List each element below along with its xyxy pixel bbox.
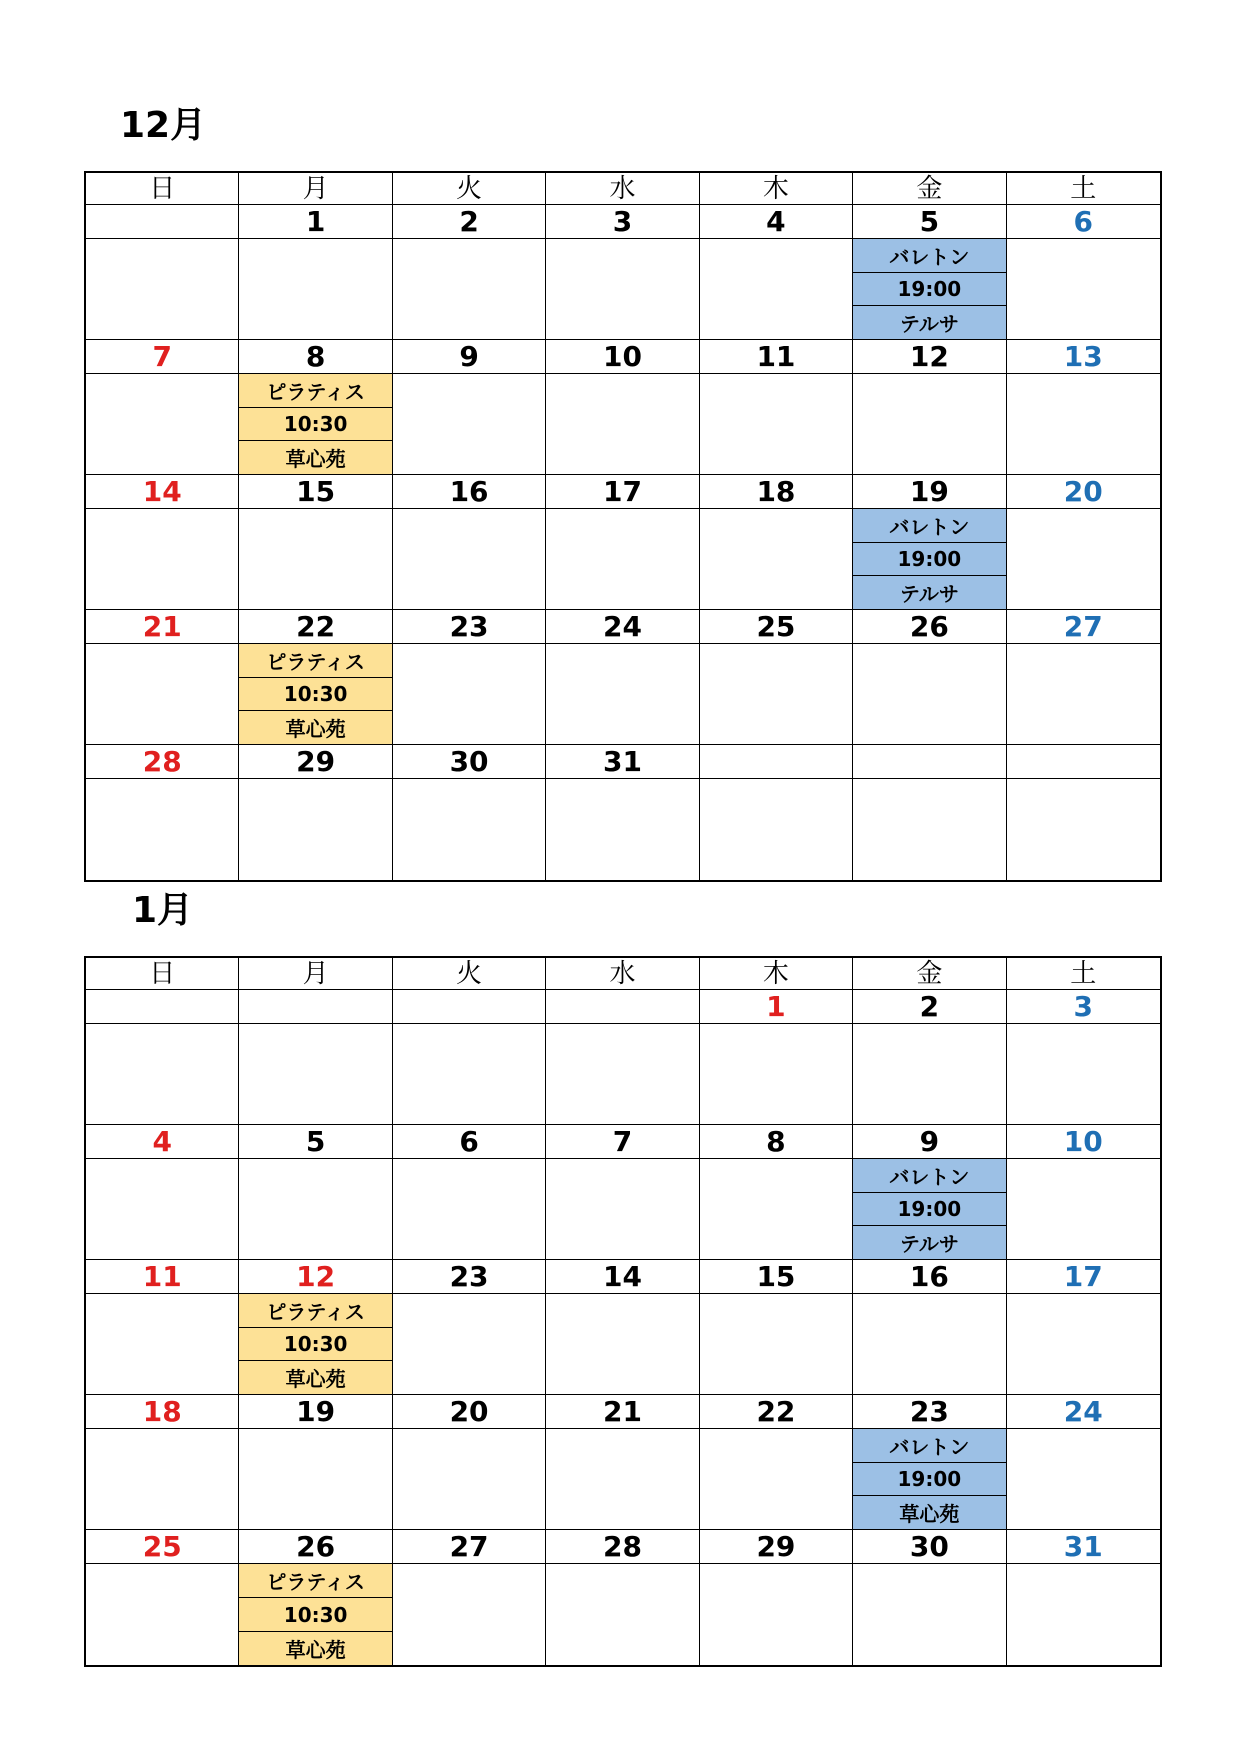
day-number: 26 — [239, 1530, 392, 1564]
day-cell — [86, 779, 239, 880]
day-cell — [853, 1294, 1006, 1395]
day-number: 5 — [853, 205, 1006, 239]
month-title-december: 12月 — [120, 105, 207, 146]
day-cell — [393, 779, 546, 880]
day-number — [86, 990, 239, 1024]
day-cell — [700, 239, 853, 340]
day-cell — [1007, 239, 1160, 340]
day-cell — [393, 1564, 546, 1665]
calendar-january — [84, 956, 1162, 1667]
day-cell — [546, 374, 699, 475]
event-line: 10:30 — [239, 408, 391, 442]
day-number: 6 — [1007, 205, 1160, 239]
day-number: 29 — [700, 1530, 853, 1564]
day-number: 11 — [86, 1260, 239, 1294]
weekday-header: 日 — [86, 173, 239, 205]
day-cell — [86, 509, 239, 610]
day-number: 9 — [853, 1125, 1006, 1159]
day-cell — [546, 1159, 699, 1260]
day-number: 12 — [853, 340, 1006, 374]
day-cell — [700, 1159, 853, 1260]
day-number: 17 — [546, 475, 699, 509]
day-number: 23 — [853, 1395, 1006, 1429]
event-block — [853, 1429, 1006, 1530]
day-number: 19 — [239, 1395, 392, 1429]
day-number: 28 — [86, 745, 239, 779]
day-number: 29 — [239, 745, 392, 779]
weekday-header: 火 — [393, 173, 546, 205]
day-cell — [393, 1294, 546, 1395]
day-cell — [393, 239, 546, 340]
day-number: 8 — [700, 1125, 853, 1159]
event-line: ピラティス — [239, 644, 391, 678]
day-cell — [1007, 1429, 1160, 1530]
day-cell — [239, 509, 392, 610]
event-line: 19:00 — [853, 273, 1005, 307]
day-number: 31 — [546, 745, 699, 779]
event-line: バレトン — [853, 509, 1005, 543]
day-cell — [86, 644, 239, 745]
weekday-header: 月 — [239, 958, 392, 990]
day-cell — [86, 239, 239, 340]
day-cell — [853, 374, 1006, 475]
day-number: 11 — [700, 340, 853, 374]
day-number — [853, 745, 1006, 779]
day-number — [239, 990, 392, 1024]
day-number: 24 — [1007, 1395, 1160, 1429]
day-number: 9 — [393, 340, 546, 374]
day-cell — [853, 1024, 1006, 1125]
day-cell — [546, 644, 699, 745]
day-number: 18 — [86, 1395, 239, 1429]
day-cell — [546, 1294, 699, 1395]
day-number: 12 — [239, 1260, 392, 1294]
day-cell — [239, 1024, 392, 1125]
day-number: 15 — [239, 475, 392, 509]
day-cell — [700, 1564, 853, 1665]
day-cell — [853, 1564, 1006, 1665]
day-cell — [1007, 779, 1160, 880]
day-cell — [1007, 1024, 1160, 1125]
day-cell — [239, 1429, 392, 1530]
day-number: 4 — [700, 205, 853, 239]
day-cell — [1007, 509, 1160, 610]
event-line: 19:00 — [853, 1193, 1005, 1227]
day-cell — [239, 779, 392, 880]
day-number: 4 — [86, 1125, 239, 1159]
day-cell — [393, 644, 546, 745]
event-line: 19:00 — [853, 543, 1005, 577]
day-number: 27 — [393, 1530, 546, 1564]
day-cell — [546, 509, 699, 610]
day-number: 1 — [239, 205, 392, 239]
day-cell — [700, 1294, 853, 1395]
day-cell — [393, 374, 546, 475]
event-line: ピラティス — [239, 374, 391, 408]
day-cell — [86, 1294, 239, 1395]
day-number: 10 — [546, 340, 699, 374]
day-number: 23 — [393, 1260, 546, 1294]
event-line: バレトン — [853, 1159, 1005, 1193]
weekday-header: 木 — [700, 958, 853, 990]
day-number: 3 — [546, 205, 699, 239]
event-line: バレトン — [853, 239, 1005, 273]
day-cell — [1007, 644, 1160, 745]
day-number: 19 — [853, 475, 1006, 509]
day-number: 2 — [853, 990, 1006, 1024]
day-cell — [1007, 374, 1160, 475]
day-number — [393, 990, 546, 1024]
day-number: 25 — [700, 610, 853, 644]
calendar-december — [84, 171, 1162, 882]
day-cell — [546, 1564, 699, 1665]
event-line: 草心苑 — [239, 1632, 391, 1665]
day-number: 20 — [1007, 475, 1160, 509]
day-cell — [86, 1024, 239, 1125]
event-block — [853, 509, 1006, 610]
day-number — [700, 745, 853, 779]
event-line: 草心苑 — [853, 1496, 1005, 1529]
event-block — [239, 644, 392, 745]
day-cell — [239, 239, 392, 340]
day-number: 27 — [1007, 610, 1160, 644]
day-number: 7 — [546, 1125, 699, 1159]
day-number: 16 — [393, 475, 546, 509]
day-number: 30 — [393, 745, 546, 779]
day-cell — [1007, 1159, 1160, 1260]
day-number: 26 — [853, 610, 1006, 644]
event-line: ピラティス — [239, 1294, 391, 1328]
day-number: 1 — [700, 990, 853, 1024]
day-number: 24 — [546, 610, 699, 644]
day-number: 14 — [546, 1260, 699, 1294]
weekday-header: 水 — [546, 958, 699, 990]
day-number: 30 — [853, 1530, 1006, 1564]
day-cell — [393, 1024, 546, 1125]
day-cell — [86, 1429, 239, 1530]
day-cell — [393, 509, 546, 610]
day-cell — [700, 374, 853, 475]
day-number: 16 — [853, 1260, 1006, 1294]
day-cell — [546, 779, 699, 880]
day-number: 31 — [1007, 1530, 1160, 1564]
weekday-header: 金 — [853, 173, 1006, 205]
event-line: テルサ — [853, 1226, 1005, 1259]
day-number: 6 — [393, 1125, 546, 1159]
day-number: 28 — [546, 1530, 699, 1564]
day-number: 23 — [393, 610, 546, 644]
event-line: バレトン — [853, 1429, 1005, 1463]
day-number: 14 — [86, 475, 239, 509]
day-cell — [700, 644, 853, 745]
weekday-header: 水 — [546, 173, 699, 205]
day-number — [1007, 745, 1160, 779]
day-number: 13 — [1007, 340, 1160, 374]
event-block — [853, 239, 1006, 340]
day-number: 10 — [1007, 1125, 1160, 1159]
month-title-january: 1月 — [132, 890, 194, 931]
day-number: 18 — [700, 475, 853, 509]
weekday-header: 木 — [700, 173, 853, 205]
event-block — [853, 1159, 1006, 1260]
day-cell — [1007, 1564, 1160, 1665]
day-number — [86, 205, 239, 239]
day-cell — [86, 1159, 239, 1260]
day-cell — [239, 1159, 392, 1260]
day-cell — [1007, 1294, 1160, 1395]
event-line: テルサ — [853, 306, 1005, 339]
event-line: 10:30 — [239, 1598, 391, 1632]
day-cell — [86, 1564, 239, 1665]
day-cell — [853, 644, 1006, 745]
event-line: 19:00 — [853, 1463, 1005, 1497]
event-line: ピラティス — [239, 1564, 391, 1598]
event-line: テルサ — [853, 576, 1005, 609]
event-block — [239, 1294, 392, 1395]
day-number: 5 — [239, 1125, 392, 1159]
day-number: 8 — [239, 340, 392, 374]
day-cell — [546, 1024, 699, 1125]
day-cell — [700, 509, 853, 610]
day-number: 22 — [700, 1395, 853, 1429]
day-cell — [853, 779, 1006, 880]
day-cell — [700, 1024, 853, 1125]
day-cell — [393, 1159, 546, 1260]
day-number: 15 — [700, 1260, 853, 1294]
day-cell — [393, 1429, 546, 1530]
weekday-header: 金 — [853, 958, 1006, 990]
day-number: 2 — [393, 205, 546, 239]
day-cell — [86, 374, 239, 475]
day-cell — [546, 1429, 699, 1530]
day-number: 21 — [546, 1395, 699, 1429]
event-line: 10:30 — [239, 678, 391, 712]
event-line: 草心苑 — [239, 1361, 391, 1394]
weekday-header: 土 — [1007, 958, 1160, 990]
day-number — [546, 990, 699, 1024]
event-line: 10:30 — [239, 1328, 391, 1362]
weekday-header: 月 — [239, 173, 392, 205]
day-number: 3 — [1007, 990, 1160, 1024]
day-number: 21 — [86, 610, 239, 644]
event-block — [239, 374, 392, 475]
weekday-header: 火 — [393, 958, 546, 990]
day-number: 17 — [1007, 1260, 1160, 1294]
weekday-header: 土 — [1007, 173, 1160, 205]
event-block — [239, 1564, 392, 1665]
day-cell — [546, 239, 699, 340]
day-number: 22 — [239, 610, 392, 644]
event-line: 草心苑 — [239, 711, 391, 744]
day-number: 25 — [86, 1530, 239, 1564]
day-cell — [700, 1429, 853, 1530]
day-cell — [700, 779, 853, 880]
weekday-header: 日 — [86, 958, 239, 990]
day-number: 20 — [393, 1395, 546, 1429]
event-line: 草心苑 — [239, 441, 391, 474]
day-number: 7 — [86, 340, 239, 374]
